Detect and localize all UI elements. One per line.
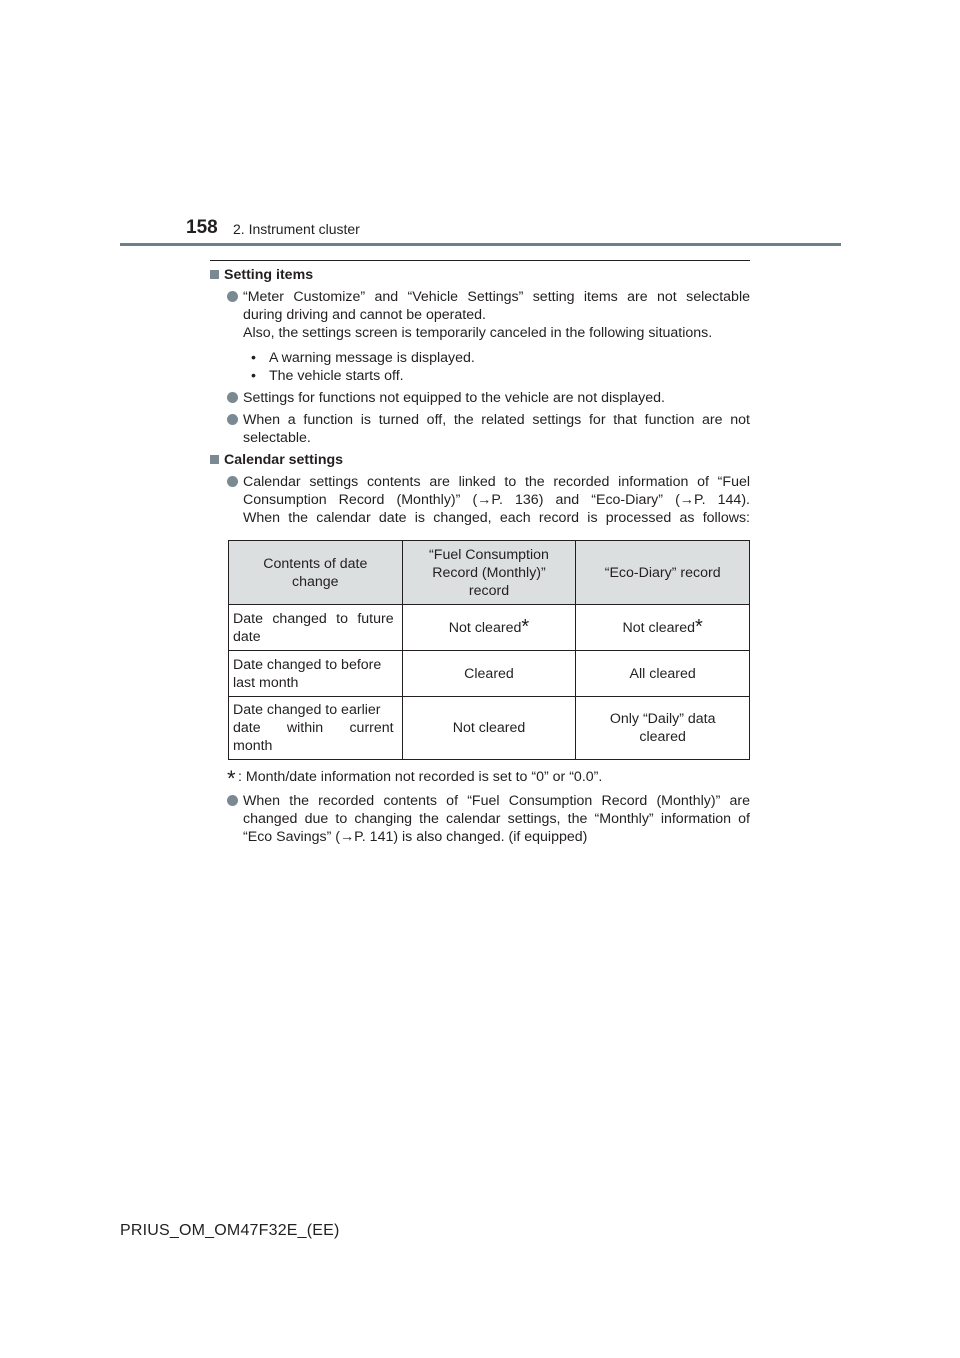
asterisk-mark: *: [227, 766, 236, 791]
bullet-item: Calendar settings contents are linked to the recorded information of “Fuel Consumption Record (Monthly)” (→P. 136) and “Eco-Diary” (→P. 144). When the calendar date is changed, each record is processed as follows:: [210, 473, 750, 527]
square-bullet-icon: [210, 455, 219, 464]
footnote: * : Month/date information not recorded is set to “0” or “0.0”.: [227, 766, 603, 791]
circle-bullet-icon: [227, 392, 238, 403]
document-id: PRIUS_OM_OM47F32E_(EE): [120, 1222, 340, 1239]
circle-bullet-icon: [227, 795, 238, 806]
table-row-label: Date changed to earlier date within current month: [229, 697, 403, 760]
table-header-cell: “Eco-Diary” record: [576, 541, 750, 605]
bullet-item: “Meter Customize” and “Vehicle Settings” setting items are not selectable during driving and cannot be operated. Also, the settings screen is temporarily canceled in the following situations.: [210, 288, 750, 342]
sub-bullet-mark: •: [251, 368, 256, 384]
table-row: [229, 697, 750, 760]
table-cell: Cleared: [402, 651, 576, 697]
table-row: [229, 605, 750, 651]
table-cell: All cleared: [576, 651, 750, 697]
bullet-item: When a function is turned off, the related settings for that function are not selectable.: [210, 411, 750, 447]
bullet-item: Settings for functions not equipped to the vehicle are not displayed.: [210, 389, 750, 407]
sub-list-item: • A warning message is displayed.: [251, 350, 475, 366]
table-header-row: [229, 541, 750, 605]
table-row: [229, 651, 750, 697]
bullet-item: When the recorded contents of “Fuel Consumption Record (Monthly)” are changed due to changing the calendar settings, the “Monthly” information of “Eco Savings” (→P. 141) is also changed. (if equipped): [210, 792, 750, 846]
table-cell: Not cleared: [402, 697, 576, 760]
table-header-cell: “Fuel Consumption Record (Monthly)” record: [402, 541, 576, 605]
calendar-record-table: [228, 540, 750, 760]
asterisk-mark: *: [521, 615, 530, 638]
divider-rule: [210, 260, 750, 261]
calendar-settings-heading: Calendar settings: [210, 451, 750, 469]
circle-bullet-icon: [227, 414, 238, 425]
table-cell: Not cleared*: [402, 605, 576, 651]
setting-items-heading: Setting items: [210, 266, 750, 284]
asterisk-mark: *: [695, 615, 703, 638]
page-number: 158: [186, 217, 218, 238]
table-header-cell: Contents of date change: [229, 541, 403, 605]
table-row-label: Date changed to future date: [229, 605, 403, 651]
page-content: [210, 266, 750, 850]
table-row-label: Date changed to before last month: [229, 651, 403, 697]
table-cell: Not cleared*: [576, 605, 750, 651]
header-rule: [120, 243, 841, 246]
table-cell: Only “Daily” data cleared: [576, 697, 750, 760]
circle-bullet-icon: [227, 476, 238, 487]
section-title: 2. Instrument cluster: [233, 221, 360, 237]
sub-list-item: • The vehicle starts off.: [251, 368, 404, 384]
sub-bullet-mark: •: [251, 350, 256, 366]
circle-bullet-icon: [227, 291, 238, 302]
square-bullet-icon: [210, 270, 219, 279]
